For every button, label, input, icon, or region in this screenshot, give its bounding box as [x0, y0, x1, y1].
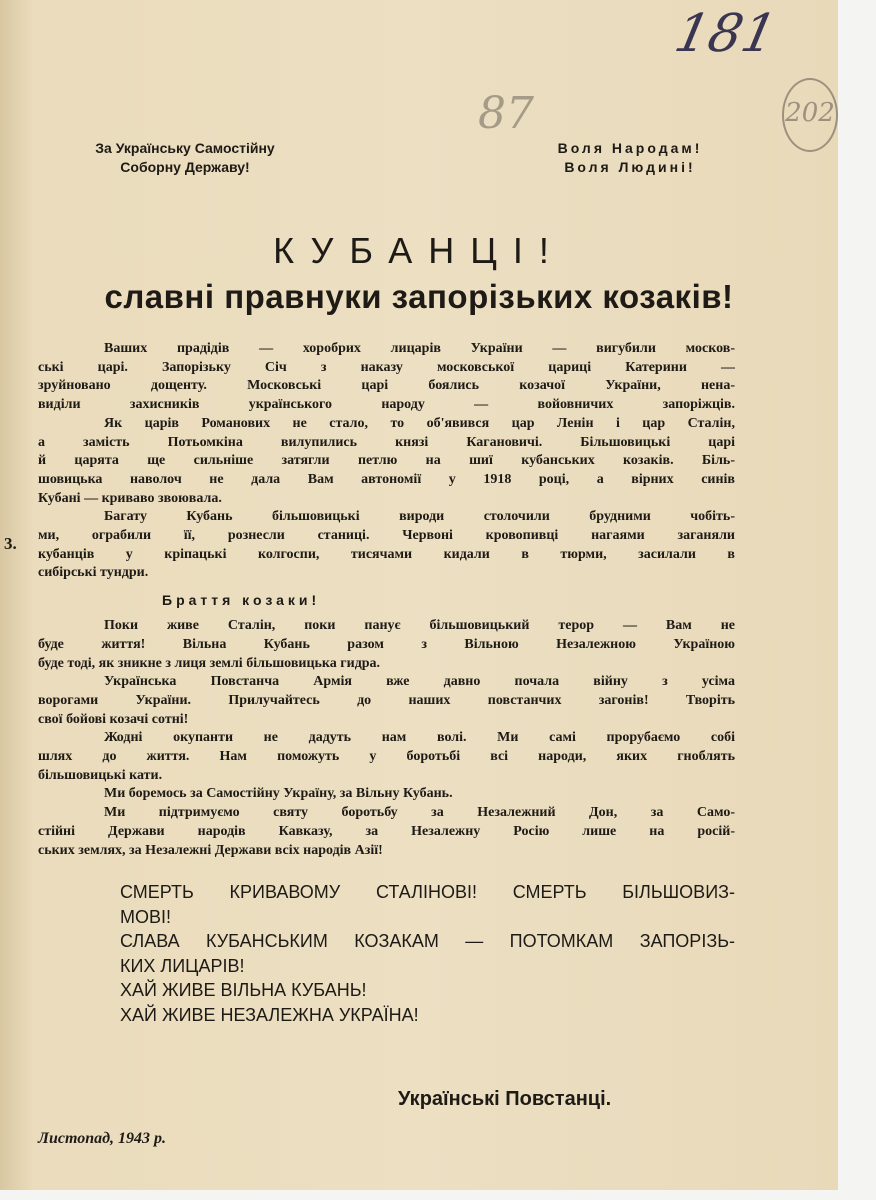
body-text: [38, 340, 735, 860]
slogan-line: ХАЙ ЖИВЕ ВІЛЬНА КУБАНЬ!: [120, 980, 367, 1000]
paragraph: [38, 508, 735, 583]
paragraph: [38, 729, 735, 785]
text-line: свої бойові козачі сотні!: [38, 711, 189, 727]
text-line: сибірські тундри.: [38, 565, 149, 581]
date: Листопад, 1943 р.: [38, 1130, 167, 1147]
slogan-line: ХАЙ ЖИВЕ НЕЗАЛЕЖНА УКРАЇНА!: [120, 1004, 419, 1025]
text-line: Ваших прадідів — хоробрих лицарів України — вигубили москов-: [104, 341, 735, 356]
circled-number: 202: [782, 78, 838, 152]
text-line: кубанців у кріпацькі колгоспи, тисячами кидали в тюрми, засилали в: [38, 546, 735, 562]
text-line: буде тоді, як зникне з лиця землі більшовицька гидра.: [38, 655, 381, 671]
paragraph: [38, 785, 735, 804]
text-line: й царята ще сильніше затягли петлю на шиї кубанських козаків. Біль-: [38, 453, 735, 469]
text-line: ми, ограбили її, рознесли станиці. Червоні кровопивці нагаями заганяли: [38, 528, 735, 544]
text-line: а замість Потьомкіна вилупились князі Кагановичі. Більшовицькі царі: [38, 434, 735, 450]
text-line: виділи захисників українського народу — войовничих запоріжців.: [38, 397, 735, 413]
text-line: більшовицькі кати.: [38, 767, 163, 783]
text-line: Кубані — криваво звоювала.: [38, 490, 222, 506]
slogan-line: КИХ ЛИЦАРІВ!: [120, 955, 245, 976]
text-line: Багату Кубань більшовицькі вироди столочили брудними чобіть-: [104, 509, 735, 525]
pencil-number: 87: [478, 88, 534, 139]
text-line: Як царів Романових не стало, то об'явився цар Ленін і цар Сталін,: [104, 415, 735, 431]
slogan-line: СЛАВА КУБАНСЬКИМ КОЗАКАМ — ПОТОМКАМ ЗАПОРІЗЬ-: [120, 931, 735, 951]
text-line: зруйновано дощенту. Московські царі боялись козачої України, нена-: [38, 378, 735, 394]
slogan-line: СМЕРТЬ КРИВАВОМУ СТАЛІНОВІ! СМЕРТЬ БІЛЬШОВИЗ-: [120, 882, 735, 902]
text-line: Ми боремось за Самостійну Україну, за Вільну Кубань.: [104, 786, 453, 802]
subheading: Браття козаки!: [162, 592, 321, 609]
archive-number: 181: [669, 4, 782, 64]
text-line: ські царі. Запорізьку Січ з наказу московської цариці Катерини —: [38, 359, 735, 375]
leaflet-subtitle: славні правнуки запорізьких козаків!: [104, 278, 734, 315]
text-line: Поки живе Сталін, поки панує більшовицький терор — Вам не: [104, 618, 735, 634]
text-line: ворогами України. Прилучайтесь до наших повстанчих загонів! Творіть: [38, 692, 735, 708]
text-line: буде життя! Вільна Кубань разом з Вільною Незалежною Україною: [38, 636, 735, 652]
leaflet-title: КУБАНЦІ!: [273, 230, 565, 271]
slogan-line: МОВІ!: [120, 906, 172, 927]
text-line: Українська Повстанча Армія вже давно почала війну з усіма: [104, 674, 735, 690]
header-right-motto: [495, 139, 765, 177]
signature: Українські Повстанці.: [398, 1088, 612, 1110]
text-line: шлях до життя. Нам поможуть у боротьбі всі народи, яких гноблять: [38, 749, 735, 765]
paragraph: [38, 804, 735, 860]
motto-line: За Українську Самостійну: [95, 140, 275, 156]
motto-line: Соборну Державу!: [120, 159, 250, 175]
paragraph: [38, 340, 735, 415]
text-line: стійні Держави народів Кавказу, за Незалежну Росію лише на росій-: [38, 823, 735, 839]
text-line: шовицька наволоч не дала Вам автономії у 1918 році, а вірних синів: [38, 471, 735, 487]
motto-line: Воля Народам!: [557, 140, 703, 156]
header-left-motto: [40, 139, 330, 177]
margin-mark: 3.: [4, 534, 17, 553]
slogans: [120, 880, 735, 1027]
motto-line: Воля Людині!: [564, 159, 696, 175]
paragraph: [38, 617, 735, 673]
text-line: Ми підтримуємо святу боротьбу за Незалежний Дон, за Само-: [104, 805, 735, 821]
text-line: ських землях, за Незалежні Держави всіх народів Азії!: [38, 842, 383, 858]
text-line: Жодні окупанти не дадуть нам волі. Ми самі прорубаємо собі: [104, 730, 735, 746]
paragraph: [38, 673, 735, 729]
paragraph: [38, 415, 735, 509]
